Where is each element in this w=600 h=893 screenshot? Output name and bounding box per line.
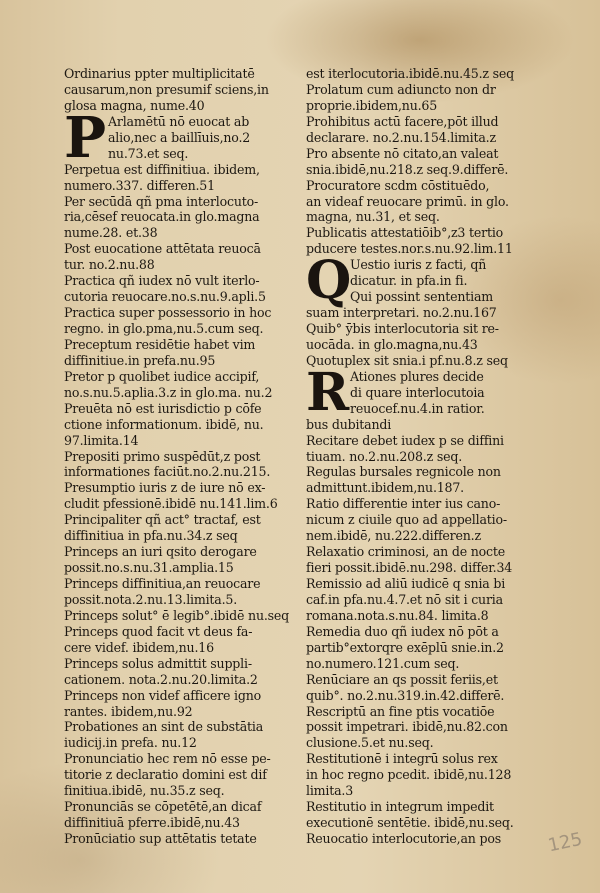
- index-line: Quotuplex sit snia.i pf.nu.8.z seq: [306, 352, 508, 368]
- index-line: Pro absente nō citato,an valeat: [306, 145, 499, 161]
- index-line: cludit pfessionē.ibidē nu.141.lim.6: [64, 496, 278, 512]
- index-line: quib°. no.2.nu.319.in.42.differē.: [306, 687, 505, 703]
- index-line: Perpetua est diffinitiua. ibidem,: [64, 161, 260, 177]
- index-line: rantes. ibidem,nu.92: [64, 703, 193, 719]
- index-line: Reuocatio interlocutorie,an pos: [306, 831, 501, 846]
- index-line: Princeps solut° ē legib°.ibidē nu.seq: [64, 607, 290, 623]
- index-line: titorie z declaratio domini est dif: [64, 767, 267, 783]
- index-line: Relaxatio criminosi, an de nocte: [306, 544, 506, 560]
- pencil-mark: 125: [546, 828, 585, 857]
- index-line: snia.ibidē,nu.218.z seq.9.differē.: [306, 161, 509, 177]
- index-line: declarare. no.2.nu.154.limita.z: [306, 129, 496, 145]
- index-line: diffinitiua in pfa.nu.34.z seq: [64, 528, 238, 544]
- decorated-initial-r: R: [306, 362, 350, 424]
- index-line: possit.nota.2.nu.13.limita.5.: [64, 591, 238, 607]
- index-line: di quare interlocutoia: [350, 384, 485, 400]
- index-line: informationes faciūt.no.2.nu.215.: [64, 464, 271, 480]
- index-line: Principaliter qñ act° tractaf, est: [64, 512, 261, 528]
- index-line: Uestio iuris z facti, qñ: [350, 257, 487, 273]
- index-line: Remissio ad aliū iudicē q snia bi: [306, 576, 506, 591]
- index-line: admittunt.ibidem,nu.187.: [306, 480, 464, 496]
- index-line: Arlamētū nō euocat ab: [108, 113, 250, 129]
- index-line: glosa magna, nume.40: [64, 97, 205, 113]
- index-line: no.s.nu.5.aplia.3.z in glo.ma. nu.2: [64, 384, 273, 400]
- index-line: Princeps diffinitiua,an reuocare: [64, 576, 261, 591]
- index-line: Regulas bursales regnicole non: [306, 464, 501, 480]
- index-line: possit.no.s.nu.31.amplia.15: [64, 560, 234, 576]
- index-line: Per secūdā qñ pma interlocuto-: [64, 193, 259, 209]
- index-line: ria,cēsef reuocata.in glo.magna: [64, 209, 260, 225]
- index-line: alio,nec a baillīuis,no.2: [108, 129, 251, 145]
- index-line: Probationes an sint de substātia: [64, 719, 264, 735]
- index-line: Preuēta nō est iurisdictio p cōfe: [64, 400, 262, 416]
- index-line: 97.limita.14: [64, 432, 139, 448]
- index-line: nu.73.et seq.: [108, 145, 189, 161]
- index-line: possit impetrari. ibidē,nu.82.con: [306, 719, 508, 735]
- index-line: iudicij.in prefa. nu.12: [64, 735, 197, 751]
- index-line: Quib° ȳbis interlocutoria sit re-: [306, 321, 499, 336]
- index-line: cutoria reuocare.no.s.nu.9.apli.5: [64, 289, 266, 305]
- index-line: Princeps non videf afficere igno: [64, 687, 262, 703]
- index-line: uocāda. in glo.magna,nu.43: [306, 336, 478, 352]
- index-line: diffinitiuā pferre.ibidē,nu.43: [64, 815, 240, 831]
- index-line: fieri possit.ibidē.nu.298. differ.34: [306, 560, 513, 576]
- index-line: cere videf. ibidem,nu.16: [64, 639, 214, 655]
- index-line: Procuratore scdm cōstituēdo,: [306, 177, 490, 193]
- index-line: causarum,non presumif sciens,in: [64, 81, 269, 97]
- index-line: nume.28. et.38: [64, 225, 158, 241]
- index-line: Post euocatione attētata reuocā: [64, 241, 261, 257]
- index-line: tiuam. no.2.nu.208.z seq.: [306, 448, 463, 464]
- index-line: Restitutio in integrum impedit: [306, 799, 494, 815]
- index-line: Presumptio iuris z de iure nō ex-: [64, 480, 266, 496]
- index-line: tur. no.2.nu.88: [64, 257, 155, 273]
- index-line: pducere testes.nor.s.nu.92.lim.11: [306, 241, 513, 257]
- index-line: Pronunciatio hec rem nō esse pe-: [64, 751, 271, 767]
- index-line: Prepositi primo suspēdūt,z post: [64, 448, 261, 464]
- index-line: Pronunciās se cōpetētē,an dicaf: [64, 799, 262, 815]
- index-line: ctione informationum. ibidē, nu.: [64, 416, 264, 432]
- index-line: reuocef.nu.4.in ratior.: [350, 400, 485, 416]
- index-line: Practica super possessorio in hoc: [64, 305, 272, 321]
- index-line: Publicatis attestatiōib°,z3 tertio: [306, 225, 504, 241]
- index-line: regno. in glo.pma,nu.5.cum seq.: [64, 321, 264, 336]
- index-line: Pronūciatio sup attētatis tetate: [64, 831, 257, 846]
- index-line: Ratio differentie inter ius cano-: [306, 496, 501, 512]
- index-line: executionē sentētie. ibidē,nu.seq.: [306, 815, 514, 831]
- index-line: romana.nota.s.nu.84. limita.8: [306, 607, 489, 623]
- decorated-initial-q: Q: [306, 250, 352, 312]
- index-line: Princeps an iuri qsito derogare: [64, 544, 257, 560]
- index-line: nicum z ciuile quo ad appellatio-: [306, 512, 507, 528]
- index-line: in hoc regno pcedit. ibidē,nu.128: [306, 767, 512, 783]
- index-line: Qui possint sententiam: [350, 289, 494, 305]
- index-line: Prohibitus actū facere,pōt illud: [306, 113, 499, 129]
- right-column: [306, 66, 541, 847]
- index-line: magna, nu.31, et seq.: [306, 209, 440, 225]
- index-line: proprie.ibidem,nu.65: [306, 97, 438, 113]
- index-line: partib°extorqre exēplū snie.in.2: [306, 639, 504, 655]
- index-line: clusione.5.et nu.seq.: [306, 735, 434, 751]
- index-line: Renūciare an qs possit feriis,et: [306, 671, 498, 687]
- index-line: caf.in pfa.nu.4.7.et nō sit i curia: [306, 591, 503, 607]
- index-line: Recitare debet iudex p se diffini: [306, 432, 504, 448]
- index-line: Ationes plures decide: [350, 368, 484, 384]
- index-line: numero.337. differen.51: [64, 177, 215, 193]
- index-line: Pretor p quolibet iudice accipif,: [64, 368, 260, 384]
- index-line: Remedia duo qñ iudex nō pōt a: [306, 623, 499, 639]
- index-line: an videaf reuocare primū. in glo.: [306, 193, 509, 209]
- index-line: diffinitiue.in prefa.nu.95: [64, 352, 216, 368]
- index-line: no.numero.121.cum seq.: [306, 655, 460, 671]
- index-line: Restitutionē i integrū solus rex: [306, 751, 498, 767]
- index-line: nem.ibidē, nu.222.differen.z: [306, 528, 481, 544]
- index-line: bus dubitandi: [306, 416, 392, 432]
- index-line: est iterlocutoria.ibidē.nu.45.z seq: [306, 66, 515, 81]
- decorated-initial-p: P: [64, 104, 106, 171]
- index-line: Preceptum residētie habet vim: [64, 336, 256, 352]
- index-line: Prolatum cum adiuncto non dr: [306, 81, 496, 97]
- index-line: suam interpretari. no.2.nu.167: [306, 305, 497, 321]
- index-line: Ordinarius ppter multiplicitatē: [64, 66, 255, 81]
- index-line: Rescriptū an fine ptis vocatiōe: [306, 703, 495, 719]
- index-line: Princeps quod facit vt deus fa-: [64, 623, 253, 639]
- index-line: Princeps solus admittit suppli-: [64, 655, 252, 671]
- index-line: cationem. nota.2.nu.20.limita.2: [64, 671, 258, 687]
- index-line: Practica qñ iudex nō vult iterlo-: [64, 273, 260, 289]
- index-line: dicatur. in pfa.in fi.: [350, 273, 468, 289]
- index-line: finitiua.ibidē, nu.35.z seq.: [64, 783, 225, 799]
- index-line: limita.3: [306, 783, 354, 799]
- left-column: [64, 66, 299, 847]
